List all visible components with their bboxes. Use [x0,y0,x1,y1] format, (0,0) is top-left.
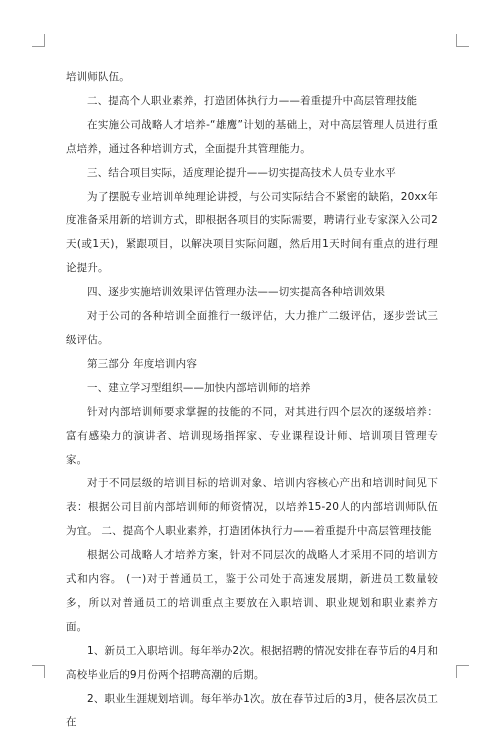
section-heading: 二、提高个人职业素养，打造团体执行力——着重提升中高层管理技能 [87,94,418,107]
section-heading: 四、逐步实施培训效果评估管理办法——切实提高各种培训效果 [87,286,386,299]
paragraph: 对于不同层级的培训目标的培训对象、培训内容核心产出和培训时间见下表：根据公司目前内部培训师的师资情况，以培养15-20人的内部培训师队伍为宜。 二、提高个人职业素养，打造团体执行力——着重提升中高层管理技能 [66,477,438,538]
list-item: 2、职业生涯规划培训。每年举办1次。放在春节过后的3月，使各层次员工在 [66,692,438,729]
corner-crop-mark [32,665,45,678]
section-heading: 一、建立学习型组织——加快内部培训师的培养 [87,381,311,394]
corner-crop-mark [32,34,45,47]
corner-crop-mark [456,665,469,678]
paragraph: 根据公司战略人才培养方案，针对不同层次的战略人才采用不同的培训方式和内容。 (一)对于普通员工，鉴于公司处于高速发展期，新进员工数量较多，所以对普通员工的培训重点主要放在入职培训、职业规划和职业素养方面。 [66,549,438,633]
part-heading: 第三部分 年度培训内容 [87,357,197,370]
corner-crop-mark [456,34,469,47]
document-body [66,66,438,735]
paragraph: 在实施公司战略人才培养-“雄鹰”计划的基础上，对中高层管理人员进行重点培养，通过各种培训方式，全面提升其管理能力。 [66,118,438,155]
paragraph: 培训师队伍。 [66,71,130,83]
list-item: 1、新员工入职培训。每年举办2次。根据招聘的情况安排在春节后的4月和高校毕业后的9月份两个招聘高潮的后期。 [66,644,438,681]
paragraph: 针对内部培训师要求掌握的技能的不同，对其进行四个层次的逐级培养：富有感染力的演讲者、培训现场指挥家、专业课程设计师、培训项目管理专家。 [66,405,438,466]
paragraph: 对于公司的各种培训全面推行一级评估，大力推广二级评估，逐步尝试三级评估。 [66,310,438,346]
paragraph: 为了摆脱专业培训单纯理论讲授，与公司实际结合不紧密的缺陷，20xx年度准备采用新的培训方式，即根据各项目的实际需要，聘请行业专家深入公司2天(或1天)，紧跟项目，以解决项目实际问题，然后用1天时间有重点的进行理论提升。 [66,190,438,275]
section-heading: 三、结合项目实际，适度理论提升——切实提高技术人员专业水平 [87,166,396,179]
